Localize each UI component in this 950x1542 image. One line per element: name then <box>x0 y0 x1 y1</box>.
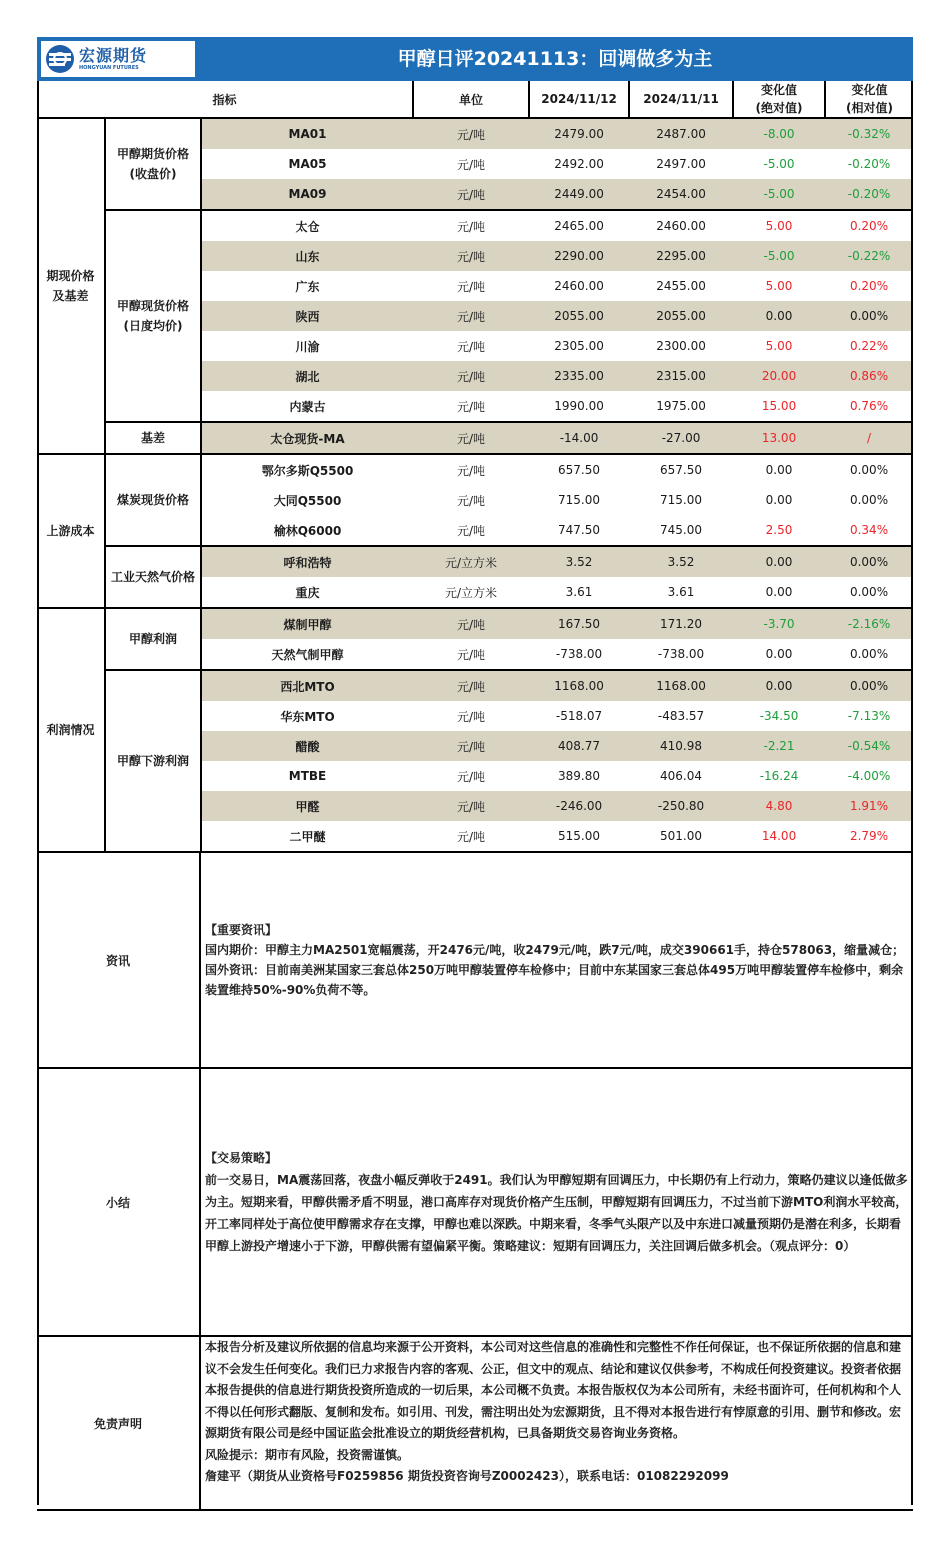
value-date2: -738.00 <box>629 639 733 670</box>
news-label: 资讯 <box>37 853 201 1067</box>
value-date2: 745.00 <box>629 515 733 546</box>
change-rel: 0.34% <box>825 515 913 546</box>
change-abs: -34.50 <box>759 709 799 723</box>
change-abs: -5.00 <box>763 157 795 171</box>
change-abs: 5.00 <box>765 219 793 233</box>
subgroup-label: 基差 <box>105 422 201 454</box>
unit-cell: 元/吨 <box>457 463 486 478</box>
value-date1: 2460.00 <box>554 279 604 293</box>
value-date2: 2295.00 <box>629 241 733 271</box>
change-abs: 0.00 <box>733 670 825 701</box>
unit-cell: 元/吨 <box>457 709 486 724</box>
indicator-name: 鄂尔多斯Q5500 <box>261 463 354 478</box>
value-date1: -246.00 <box>529 791 629 821</box>
unit-cell: 元/吨 <box>413 241 529 271</box>
unit-cell: 元/吨 <box>413 422 529 454</box>
header-change-abs-line2: (绝对值) <box>755 101 803 115</box>
hongyuan-logo-icon <box>45 44 75 74</box>
indicator-name: MA05 <box>288 157 327 171</box>
value-date2: -250.80 <box>629 791 733 821</box>
indicator-name: 湖北 <box>201 361 413 391</box>
indicator-name: 二甲醚 <box>201 821 413 852</box>
indicator-name: 榆林Q6000 <box>201 515 413 546</box>
change-abs: -5.00 <box>733 241 825 271</box>
subgroup-label: 煤炭现货价格 <box>105 454 201 546</box>
indicator-name: MTBE <box>288 769 327 783</box>
subgroup-label: 工业天然气价格 <box>105 546 201 608</box>
change-abs: 14.00 <box>733 821 825 852</box>
report-header <box>37 37 913 81</box>
indicator-name: MA09 <box>201 179 413 210</box>
indicator-name: 广东 <box>295 279 320 294</box>
indicator-name: 华东MTO <box>280 709 335 724</box>
brand-logo <box>41 41 195 77</box>
change-abs: -2.21 <box>733 731 825 761</box>
change-rel: 2.79% <box>825 821 913 852</box>
unit-cell: 元/吨 <box>413 179 529 210</box>
change-rel: -7.13% <box>847 709 891 723</box>
unit-cell: 元/吨 <box>413 670 529 701</box>
news-section <box>37 853 913 1069</box>
change-rel: 0.00% <box>849 463 889 477</box>
unit-cell: 元/吨 <box>413 361 529 391</box>
value-date1: 515.00 <box>529 821 629 852</box>
unit-cell: 元/吨 <box>457 219 486 234</box>
news-overseas: 国外资讯：目前南美洲某国家三套总体250万吨甲醇装置停车检修中；目前中东某国家三套总体495万吨甲醇装置停车检修中，剩余装置维持50%-90%负荷不等。 <box>205 963 904 997</box>
indicator-name: 甲醛 <box>201 791 413 821</box>
unit-cell: 元/吨 <box>413 118 529 149</box>
unit-cell: 元/吨 <box>457 279 486 294</box>
table-header-row <box>37 81 913 118</box>
indicator-name: MA01 <box>201 118 413 149</box>
risk-warning: 风险提示：期市有风险，投资需谨慎。 <box>205 1447 410 1462</box>
change-abs: 5.00 <box>765 339 793 353</box>
unit-cell: 元/吨 <box>413 821 529 852</box>
unit-cell: 元/立方米 <box>413 577 529 608</box>
unit-cell: 元/吨 <box>457 339 486 354</box>
subgroup-label: 甲醇现货价格 (日度均价) <box>105 210 201 422</box>
indicator-name: 大同Q5500 <box>273 493 342 508</box>
change-abs: 0.00 <box>765 493 793 507</box>
value-date2: 2460.00 <box>656 219 706 233</box>
indicator-name: 太仓现货-MA <box>201 422 413 454</box>
table-row <box>37 118 913 149</box>
value-date1: 2465.00 <box>554 219 604 233</box>
disclaimer-label: 免责声明 <box>37 1337 201 1509</box>
change-rel: 0.00% <box>825 301 913 331</box>
change-rel: -0.22% <box>825 241 913 271</box>
change-rel: 0.00% <box>825 546 913 577</box>
change-abs: -3.70 <box>733 608 825 639</box>
news-domestic: 国内期价：甲醇主力MA2501宽幅震荡，开2476元/吨，收2479元/吨，跌7元/吨，成交390661手，持仓578063，缩量减仓； <box>205 943 905 957</box>
page-title: 甲醇日评20241113：回调做多为主 <box>397 48 713 70</box>
change-rel: -0.32% <box>825 118 913 149</box>
table-row <box>37 546 913 577</box>
change-rel: -0.20% <box>825 179 913 210</box>
header-unit: 单位 <box>413 81 529 118</box>
summary-heading: 【交易策略】 <box>205 1151 278 1165</box>
value-date1: 408.77 <box>529 731 629 761</box>
header-change-abs-line1: 变化值 <box>761 83 798 97</box>
unit-cell: 元/吨 <box>413 791 529 821</box>
header-indicator: 指标 <box>37 81 413 118</box>
value-date2: 2487.00 <box>629 118 733 149</box>
value-date1: 3.61 <box>529 577 629 608</box>
indicator-name: 重庆 <box>201 577 413 608</box>
value-date1: -518.07 <box>555 709 603 723</box>
change-abs: 13.00 <box>733 422 825 454</box>
value-date2: 2455.00 <box>656 279 706 293</box>
value-date2: 2454.00 <box>629 179 733 210</box>
value-date2: 2300.00 <box>656 339 706 353</box>
change-abs: 15.00 <box>733 391 825 422</box>
indicator-name: 天然气制甲醇 <box>201 639 413 670</box>
change-rel: 0.22% <box>849 339 889 353</box>
value-date1: 2479.00 <box>529 118 629 149</box>
indicator-name: 太仓 <box>295 219 320 234</box>
subgroup-label: 甲醇下游利润 <box>105 670 201 852</box>
value-date1: 1168.00 <box>529 670 629 701</box>
header-date1: 2024/11/12 <box>529 81 629 118</box>
value-date1: 2449.00 <box>529 179 629 210</box>
summary-label: 小结 <box>37 1069 201 1335</box>
unit-cell: 元/立方米 <box>413 546 529 577</box>
value-date2: 1168.00 <box>629 670 733 701</box>
change-rel: -4.00% <box>847 769 891 783</box>
unit-cell: 元/吨 <box>413 515 529 546</box>
change-abs: 0.00 <box>765 463 793 477</box>
brand-name: 宏源期货 <box>79 45 148 65</box>
header-date2: 2024/11/11 <box>629 81 733 118</box>
unit-cell: 元/吨 <box>413 731 529 761</box>
summary-section <box>37 1069 913 1337</box>
value-date1: 2492.00 <box>554 157 604 171</box>
summary-strategy: 前一交易日，MA震荡回落，夜盘小幅反弹收于2491。我们认为甲醇短期有回调压力，中长期仍有上行动力，策略仍建议以逢低做多为主。短期来看，甲醇供需矛盾不明显，港口高库存对现货价格产生压制，甲醇短期有回调压力，不过当前下游MTO利润水平较高，开工率同样处于高位使甲醇需求存在支撑，甲醇也难以深跌。中期来看，冬季气头限产以及中东进口减量预期仍是潜在利多，长期看甲醇上游投产增速小于下游，甲醇供需有望偏紧平衡。策略建议：短期有回调压力，关注回调后做多机会。（观点评分：0） <box>205 1173 908 1253</box>
indicator-name: 醋酸 <box>201 731 413 761</box>
value-date2: -27.00 <box>629 422 733 454</box>
value-date2: 1975.00 <box>629 391 733 422</box>
change-abs: 0.00 <box>733 301 825 331</box>
indicator-table <box>37 81 913 853</box>
value-date1: 1990.00 <box>529 391 629 422</box>
change-abs: 4.80 <box>733 791 825 821</box>
subgroup-label: 甲醇期货价格 (收盘价) <box>105 118 201 210</box>
change-abs: 0.00 <box>733 639 825 670</box>
indicator-name: 陕西 <box>201 301 413 331</box>
value-date2: 171.20 <box>629 608 733 639</box>
change-abs: -5.00 <box>733 179 825 210</box>
unit-cell: 元/吨 <box>413 608 529 639</box>
value-date2: 2497.00 <box>656 157 706 171</box>
change-rel: 0.76% <box>825 391 913 422</box>
indicator-name: 煤制甲醇 <box>201 608 413 639</box>
value-date2: 657.50 <box>660 463 703 477</box>
change-rel: 1.91% <box>825 791 913 821</box>
brand-name-en: HONGYUAN FUTURES <box>79 64 139 71</box>
value-date1: 747.50 <box>529 515 629 546</box>
value-date2: 406.04 <box>660 769 703 783</box>
value-date2: -483.57 <box>657 709 705 723</box>
change-rel: 0.00% <box>825 639 913 670</box>
change-rel: -0.54% <box>825 731 913 761</box>
header-change-abs <box>733 81 825 118</box>
change-abs: 0.00 <box>733 577 825 608</box>
value-date2: 715.00 <box>660 493 703 507</box>
change-abs: 2.50 <box>733 515 825 546</box>
change-rel: 0.00% <box>825 670 913 701</box>
unit-cell: 元/吨 <box>457 493 486 508</box>
subgroup-label: 甲醇利润 <box>105 608 201 670</box>
indicator-name: 川渝 <box>295 339 320 354</box>
change-rel: -0.20% <box>847 157 891 171</box>
indicator-name: 呼和浩特 <box>201 546 413 577</box>
disclaimer-section <box>37 1337 913 1511</box>
change-rel: 0.86% <box>825 361 913 391</box>
report <box>37 37 913 1511</box>
analyst-contact: 詹建平（期货从业资格号F0259856 期货投资咨询号Z0002423），联系电话：01082292099 <box>205 1469 729 1483</box>
change-abs: -16.24 <box>759 769 799 783</box>
disclaimer-text: 本报告分析及建议所依据的信息均来源于公开资料，本公司对这些信息的准确性和完整性不作任何保证，也不保证所依据的信息和建议不会发生任何变化。我们已力求报告内容的客观、公正，但文中的观点、结论和建议仅供参考，不构成任何投资建议。投资者依据本报告提供的信息进行期货投资所造成的一切后果，本公司概不负责。本报告版权仅为本公司所有，未经书面许可，任何机构和个人不得以任何形式翻版、复制和发布。如引用、刊发，需注明出处为宏源期货，且不得对本报告进行有悖原意的引用、删节和修改。宏源期货有限公司是经中国证监会批准设立的期货经营机构，已具备期货交易咨询业务资格。 <box>205 1340 902 1440</box>
indicator-name: 山东 <box>201 241 413 271</box>
indicator-name: 西北MTO <box>201 670 413 701</box>
change-abs: -8.00 <box>733 118 825 149</box>
change-rel: 0.20% <box>849 219 889 233</box>
change-abs: 0.00 <box>733 546 825 577</box>
change-rel: 0.20% <box>849 279 889 293</box>
value-date2: 3.61 <box>629 577 733 608</box>
table-row <box>37 422 913 454</box>
unit-cell: 元/吨 <box>413 301 529 331</box>
group-label: 期现价格 及基差 <box>37 118 105 454</box>
value-date2: 2055.00 <box>629 301 733 331</box>
change-rel: -2.16% <box>825 608 913 639</box>
news-heading: 【重要资讯】 <box>205 923 278 937</box>
table-row <box>37 670 913 701</box>
change-rel: 0.00% <box>849 493 889 507</box>
table-row <box>37 210 913 241</box>
group-label: 上游成本 <box>37 454 105 608</box>
change-abs: 20.00 <box>733 361 825 391</box>
value-date2: 2315.00 <box>629 361 733 391</box>
value-date2: 3.52 <box>629 546 733 577</box>
indicator-name: 内蒙古 <box>201 391 413 422</box>
value-date2: 410.98 <box>629 731 733 761</box>
change-rel: / <box>825 422 913 454</box>
value-date1: -738.00 <box>529 639 629 670</box>
unit-cell: 元/吨 <box>457 769 486 784</box>
value-date1: 2290.00 <box>529 241 629 271</box>
unit-cell: 元/吨 <box>413 391 529 422</box>
change-rel: 0.00% <box>825 577 913 608</box>
value-date2: 501.00 <box>629 821 733 852</box>
value-date1: 389.80 <box>558 769 601 783</box>
value-date1: 2055.00 <box>529 301 629 331</box>
group-label: 利润情况 <box>37 608 105 852</box>
unit-cell: 元/吨 <box>413 639 529 670</box>
value-date1: 715.00 <box>558 493 601 507</box>
value-date1: 2305.00 <box>554 339 604 353</box>
value-date1: 3.52 <box>529 546 629 577</box>
change-abs: 5.00 <box>765 279 793 293</box>
value-date1: 167.50 <box>529 608 629 639</box>
header-change-rel <box>825 81 913 118</box>
header-change-rel-line1: 变化值 <box>851 83 888 97</box>
table-row <box>37 608 913 639</box>
table-row <box>37 454 913 485</box>
value-date1: -14.00 <box>529 422 629 454</box>
unit-cell: 元/吨 <box>457 157 486 172</box>
value-date1: 2335.00 <box>529 361 629 391</box>
value-date1: 657.50 <box>558 463 601 477</box>
header-change-rel-line2: (相对值) <box>846 101 894 115</box>
